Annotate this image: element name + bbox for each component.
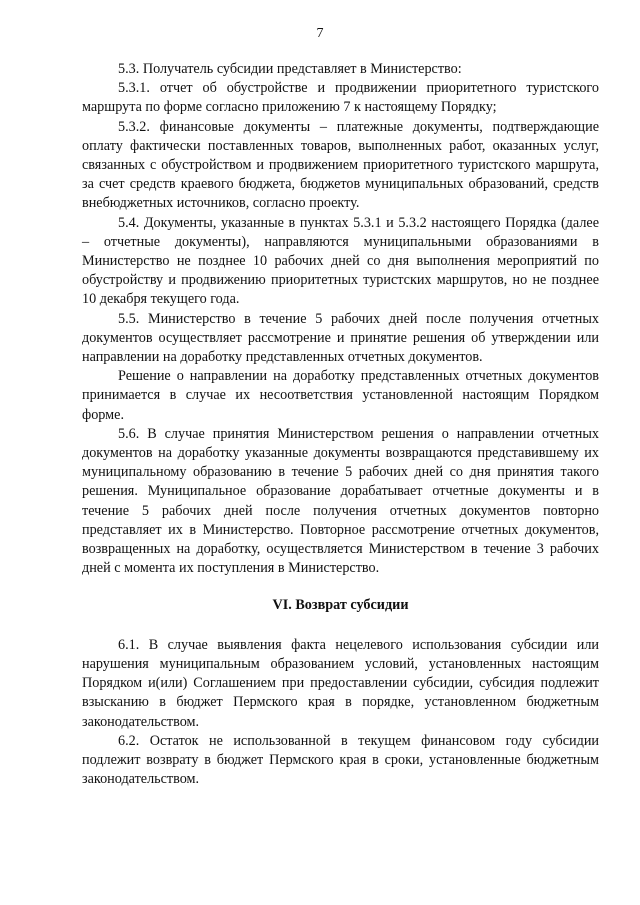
paragraph-5-5-decision: Решение о направлении на доработку представленных отчетных документов принимается в случае их несоответствия установленной настоящим Порядком форме. (82, 368, 599, 423)
paragraph-5-5: 5.5. Министерство в течение 5 рабочих дней после получения отчетных документов осуществляет рассмотрение и принятие решения об утверждении или направлении на доработку представленных отчетных документов. (82, 310, 599, 366)
paragraph-6-2: 6.2. Остаток не использованной в текущем финансовом году субсидии подлежит возврату в бюджет Пермского края в сроки, установленные бюджетным законодательством. (82, 732, 599, 788)
document-body (82, 60, 599, 789)
paragraph-5-4: 5.4. Документы, указанные в пунктах 5.3.1 и 5.3.2 настоящего Порядка (далее – отчетные документы), направляются муниципальными образованиями в Министерство не позднее 10 рабочих дней со дня выполнения мероприятий по обустройству и продвижению приоритетных туристских маршрутов, но не позднее 10 декабря текущего года. (82, 214, 599, 308)
paragraph-5-6: 5.6. В случае принятия Министерством решения о направлении отчетных документов на доработку указанные документы возвращаются представившему их муниципальному образованию в течение 5 рабочих дней со дня принятия такого решения. Муниципальное образование дорабатывает отчетные документы и в течение 5 рабочих дней после получения отчетных документов повторно представляет их в Министерство. Повторное рассмотрение отчетных документов, возвращенных на доработку, осуществляется Министерством в течение 3 рабочих дней с момента их поступления в Министерство. (82, 425, 599, 577)
paragraph-5-3-1: 5.3.1. отчет об обустройстве и продвижении приоритетного туристского маршрута по форме согласно приложению 7 к настоящему Порядку; (82, 80, 599, 116)
page-number: 7 (316, 26, 324, 41)
paragraph-5-3-2: 5.3.2. финансовые документы – платежные документы, подтверждающие оплату фактически поставленных товаров, выполненных работ, оказанных услуг, связанных с обустройством и продвижением приоритетного туристского маршрута, за счет средств краевого бюджета, бюджетов муниципальных образований, средств внебюджетных источников, согласно проекту. (82, 118, 599, 212)
section-heading: VI. Возврат субсидии (272, 597, 409, 614)
paragraph-5-3: 5.3. Получатель субсидии представляет в Министерство: (118, 61, 462, 77)
paragraph-6-1: 6.1. В случае выявления факта нецелевого использования субсидии или нарушения муниципальным образованием условий, установленных настоящим Порядком и(или) Соглашением при предоставлении субсидии, субсидия подлежит взысканию в бюджет Пермского края в порядке, установленном бюджетным законодательством. (82, 636, 599, 730)
